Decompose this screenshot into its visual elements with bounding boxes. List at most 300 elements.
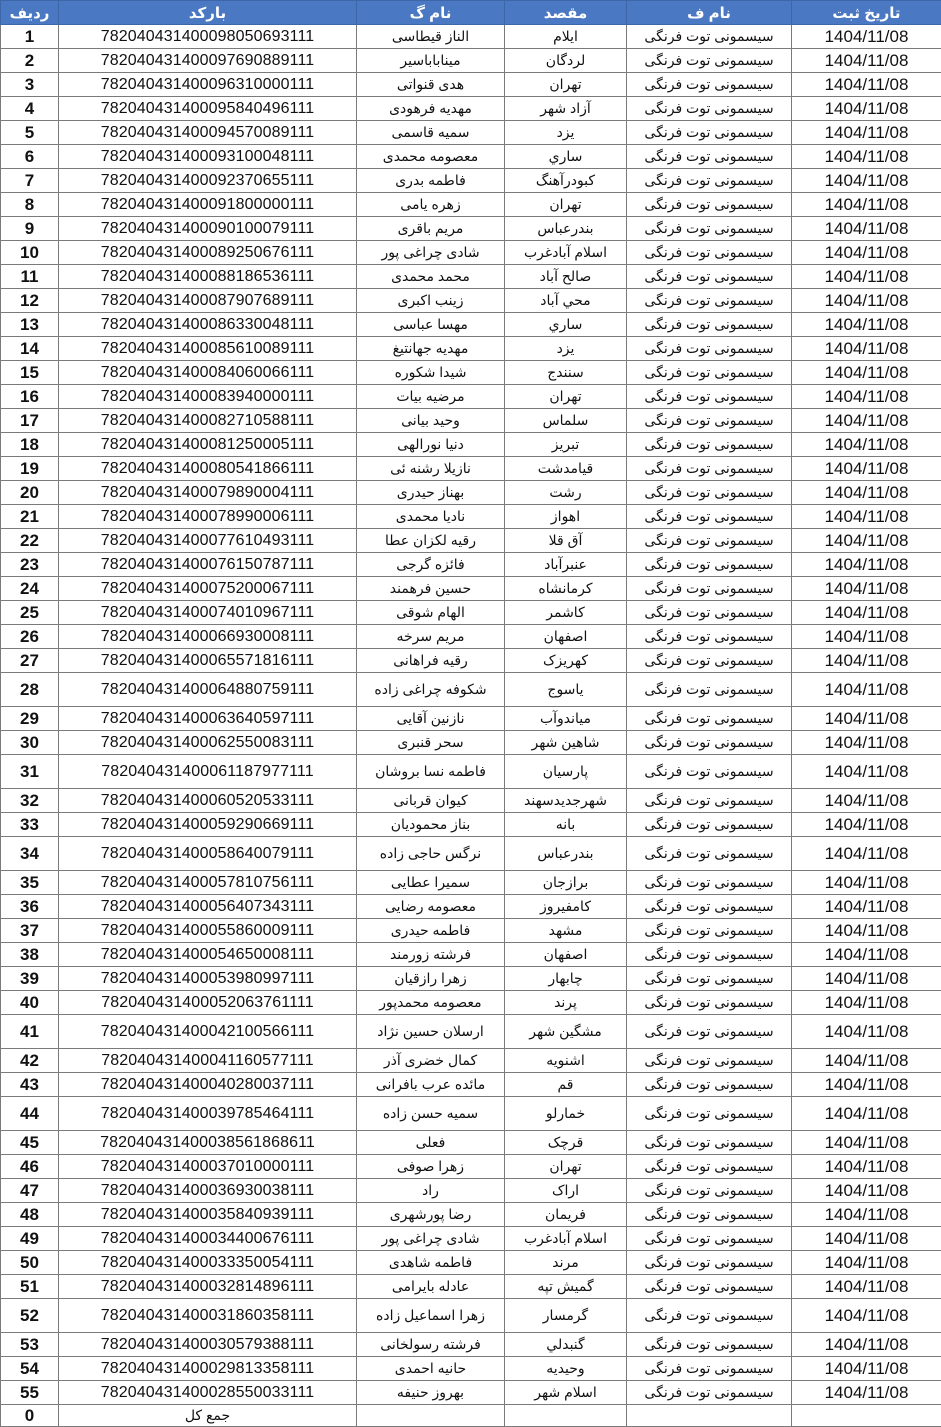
destination-cell: اشنویه xyxy=(505,1049,627,1073)
destination-cell: سنندج xyxy=(505,361,627,385)
destination-cell: گمیش تپه xyxy=(505,1275,627,1299)
destination-cell: اهواز xyxy=(505,505,627,529)
destination-cell: محي آباد xyxy=(505,289,627,313)
recipient-name-cell: مریم باقری xyxy=(357,217,505,241)
barcode-cell: 782040431400033350054111 xyxy=(59,1251,357,1275)
sender-name-cell: سیسمونی توت فرنگی xyxy=(627,217,792,241)
row-number: 50 xyxy=(1,1251,59,1275)
table-row xyxy=(1,1155,941,1179)
sender-name-cell: سیسمونی توت فرنگی xyxy=(627,943,792,967)
destination-cell: تهران xyxy=(505,1155,627,1179)
recipient-name-cell: سمیه قاسمی xyxy=(357,121,505,145)
sender-name-cell: سیسمونی توت فرنگی xyxy=(627,553,792,577)
table-row xyxy=(1,1131,941,1155)
registration-date-cell: 1404/11/08 xyxy=(792,505,941,529)
registration-date-cell: 1404/11/08 xyxy=(792,121,941,145)
sender-name-cell: سیسمونی توت فرنگی xyxy=(627,529,792,553)
sender-name-cell: سیسمونی توت فرنگی xyxy=(627,25,792,49)
table-row xyxy=(1,289,941,313)
barcode-cell: 782040431400094570089111 xyxy=(59,121,357,145)
row-number: 52 xyxy=(1,1299,59,1333)
sender-name-cell: سیسمونی توت فرنگی xyxy=(627,1381,792,1405)
registration-date-cell: 1404/11/08 xyxy=(792,789,941,813)
footer-row xyxy=(1,1405,941,1427)
barcode-cell: 782040431400085610089111 xyxy=(59,337,357,361)
table-row xyxy=(1,169,941,193)
destination-cell: ساري xyxy=(505,313,627,337)
footer-empty-cell xyxy=(505,1405,627,1427)
destination-cell: پارسیان xyxy=(505,755,627,789)
row-number: 6 xyxy=(1,145,59,169)
sender-name-cell: سیسمونی توت فرنگی xyxy=(627,1275,792,1299)
barcode-cell: 782040431400062550083111 xyxy=(59,731,357,755)
barcode-cell: 782040431400038561868611 xyxy=(59,1131,357,1155)
row-number: 30 xyxy=(1,731,59,755)
table-row xyxy=(1,1073,941,1097)
table-row xyxy=(1,409,941,433)
registration-date-cell: 1404/11/08 xyxy=(792,73,941,97)
recipient-name-cell: سمیه حسن زاده xyxy=(357,1097,505,1131)
footer-empty-cell xyxy=(627,1405,792,1427)
recipient-name-cell: فائزه گرجی xyxy=(357,553,505,577)
recipient-name-cell: فاطمه نسا بروشان xyxy=(357,755,505,789)
barcode-cell: 782040431400058640079111 xyxy=(59,837,357,871)
registration-date-cell: 1404/11/08 xyxy=(792,217,941,241)
destination-cell: اسلام آبادغرب xyxy=(505,1227,627,1251)
registration-date-cell: 1404/11/08 xyxy=(792,1357,941,1381)
recipient-name-cell: شیدا شکوره xyxy=(357,361,505,385)
destination-cell: تهران xyxy=(505,73,627,97)
registration-date-cell: 1404/11/08 xyxy=(792,967,941,991)
table-row xyxy=(1,337,941,361)
destination-cell: پرند xyxy=(505,991,627,1015)
recipient-name-cell: نازیلا رشنه ئی xyxy=(357,457,505,481)
recipient-name-cell: زینب اکبری xyxy=(357,289,505,313)
recipient-name-cell: بهناز حیدری xyxy=(357,481,505,505)
row-number: 10 xyxy=(1,241,59,265)
table-row xyxy=(1,505,941,529)
row-number: 42 xyxy=(1,1049,59,1073)
table-row xyxy=(1,813,941,837)
recipient-name-cell: بهروز حنیفه xyxy=(357,1381,505,1405)
registration-date-cell: 1404/11/08 xyxy=(792,755,941,789)
sender-name-cell: سیسمونی توت فرنگی xyxy=(627,577,792,601)
footer-count: 0 xyxy=(1,1405,59,1427)
destination-cell: قیامدشت xyxy=(505,457,627,481)
table-row xyxy=(1,1097,941,1131)
table-row xyxy=(1,1227,941,1251)
barcode-cell: 782040431400064880759111 xyxy=(59,673,357,707)
recipient-name-cell: فعلی xyxy=(357,1131,505,1155)
barcode-cell: 782040431400087907689111 xyxy=(59,289,357,313)
barcode-cell: 782040431400078990006111 xyxy=(59,505,357,529)
recipient-name-cell: معصومه رضایی xyxy=(357,895,505,919)
registration-date-cell: 1404/11/08 xyxy=(792,313,941,337)
destination-cell: وحیدیه xyxy=(505,1357,627,1381)
recipient-name-cell: زهرا اسماعیل زاده xyxy=(357,1299,505,1333)
barcode-cell: 782040431400098050693111 xyxy=(59,25,357,49)
recipient-name-cell: شادی چراغی پور xyxy=(357,241,505,265)
sender-name-cell: سیسمونی توت فرنگی xyxy=(627,313,792,337)
table-row xyxy=(1,385,941,409)
registration-date-cell: 1404/11/08 xyxy=(792,265,941,289)
recipient-name-cell: زهرا رازقیان xyxy=(357,967,505,991)
table-row xyxy=(1,1015,941,1049)
row-number: 31 xyxy=(1,755,59,789)
registration-date-cell: 1404/11/08 xyxy=(792,1015,941,1049)
sender-name-cell: سیسمونی توت فرنگی xyxy=(627,707,792,731)
table-row xyxy=(1,265,941,289)
recipient-name-cell: نازنین آقایی xyxy=(357,707,505,731)
sender-name-cell: سیسمونی توت فرنگی xyxy=(627,1227,792,1251)
registration-date-cell: 1404/11/08 xyxy=(792,385,941,409)
table-row xyxy=(1,1251,941,1275)
sender-name-cell: سیسمونی توت فرنگی xyxy=(627,919,792,943)
recipient-name-cell: شکوفه چراغی زاده xyxy=(357,673,505,707)
destination-cell: اسلام شهر xyxy=(505,1381,627,1405)
barcode-cell: 782040431400065571816111 xyxy=(59,649,357,673)
registration-date-cell: 1404/11/08 xyxy=(792,1251,941,1275)
barcode-cell: 782040431400095840496111 xyxy=(59,97,357,121)
barcode-cell: 782040431400028550033111 xyxy=(59,1381,357,1405)
recipient-name-cell: فاطمه شاهدی xyxy=(357,1251,505,1275)
registration-date-cell: 1404/11/08 xyxy=(792,25,941,49)
barcode-cell: 782040431400091800000111 xyxy=(59,193,357,217)
row-number: 45 xyxy=(1,1131,59,1155)
destination-cell: شهرجدیدسهند xyxy=(505,789,627,813)
recipient-name-cell: عادله بایرامی xyxy=(357,1275,505,1299)
barcode-cell: 782040431400093100048111 xyxy=(59,145,357,169)
row-number: 46 xyxy=(1,1155,59,1179)
sender-name-cell: سیسمونی توت فرنگی xyxy=(627,731,792,755)
row-number: 7 xyxy=(1,169,59,193)
table-row xyxy=(1,577,941,601)
sender-name-cell: سیسمونی توت فرنگی xyxy=(627,385,792,409)
row-number: 36 xyxy=(1,895,59,919)
recipient-name-cell: ارسلان حسین نژاد xyxy=(357,1015,505,1049)
barcode-cell: 782040431400081250005111 xyxy=(59,433,357,457)
registration-date-cell: 1404/11/08 xyxy=(792,601,941,625)
row-number: 9 xyxy=(1,217,59,241)
row-number: 48 xyxy=(1,1203,59,1227)
barcode-cell: 782040431400034400676111 xyxy=(59,1227,357,1251)
row-number: 40 xyxy=(1,991,59,1015)
destination-cell: برازجان xyxy=(505,871,627,895)
table-row xyxy=(1,1381,941,1405)
sender-name-cell: سیسمونی توت فرنگی xyxy=(627,145,792,169)
registration-date-cell: 1404/11/08 xyxy=(792,1073,941,1097)
row-number: 34 xyxy=(1,837,59,871)
sender-name-cell: سیسمونی توت فرنگی xyxy=(627,601,792,625)
registration-date-cell: 1404/11/08 xyxy=(792,97,941,121)
table-row xyxy=(1,1357,941,1381)
sender-name-cell: سیسمونی توت فرنگی xyxy=(627,755,792,789)
destination-cell: گرمسار xyxy=(505,1299,627,1333)
table-row xyxy=(1,313,941,337)
header-recipient-name: نام گ xyxy=(357,1,505,25)
recipient-name-cell: الناز قیطاسی xyxy=(357,25,505,49)
recipient-name-cell: هدی قنواتی xyxy=(357,73,505,97)
registration-date-cell: 1404/11/08 xyxy=(792,241,941,265)
sender-name-cell: سیسمونی توت فرنگی xyxy=(627,837,792,871)
destination-cell: قرچک xyxy=(505,1131,627,1155)
row-number: 15 xyxy=(1,361,59,385)
row-number: 53 xyxy=(1,1333,59,1357)
table-row xyxy=(1,1299,941,1333)
recipient-name-cell: دنیا نورالهی xyxy=(357,433,505,457)
registration-date-cell: 1404/11/08 xyxy=(792,1203,941,1227)
table-row xyxy=(1,1049,941,1073)
destination-cell: کهریزک xyxy=(505,649,627,673)
table-row xyxy=(1,755,941,789)
header-row xyxy=(1,1,941,25)
row-number: 1 xyxy=(1,25,59,49)
sender-name-cell: سیسمونی توت فرنگی xyxy=(627,789,792,813)
table-row xyxy=(1,145,941,169)
recipient-name-cell: مرضیه بیات xyxy=(357,385,505,409)
table-row xyxy=(1,789,941,813)
destination-cell: رشت xyxy=(505,481,627,505)
table-row xyxy=(1,707,941,731)
barcode-cell: 782040431400059290669111 xyxy=(59,813,357,837)
destination-cell: عنبرآباد xyxy=(505,553,627,577)
destination-cell: مرند xyxy=(505,1251,627,1275)
barcode-cell: 782040431400035840939111 xyxy=(59,1203,357,1227)
row-number: 4 xyxy=(1,97,59,121)
table-row xyxy=(1,1333,941,1357)
table-row xyxy=(1,553,941,577)
sender-name-cell: سیسمونی توت فرنگی xyxy=(627,409,792,433)
destination-cell: مشهد xyxy=(505,919,627,943)
row-number: 20 xyxy=(1,481,59,505)
barcode-cell: 782040431400088186536111 xyxy=(59,265,357,289)
sender-name-cell: سیسمونی توت فرنگی xyxy=(627,649,792,673)
table-row xyxy=(1,97,941,121)
registration-date-cell: 1404/11/08 xyxy=(792,731,941,755)
barcode-cell: 782040431400061187977111 xyxy=(59,755,357,789)
destination-cell: ساري xyxy=(505,145,627,169)
table-row xyxy=(1,1275,941,1299)
registration-date-cell: 1404/11/08 xyxy=(792,577,941,601)
barcode-cell: 782040431400083940000111 xyxy=(59,385,357,409)
registration-date-cell: 1404/11/08 xyxy=(792,457,941,481)
row-number: 32 xyxy=(1,789,59,813)
table-row xyxy=(1,121,941,145)
barcode-cell: 782040431400029813358111 xyxy=(59,1357,357,1381)
barcode-cell: 782040431400097690889111 xyxy=(59,49,357,73)
destination-cell: ایلام xyxy=(505,25,627,49)
header-row-number: ردیف xyxy=(1,1,59,25)
row-number: 14 xyxy=(1,337,59,361)
row-number: 19 xyxy=(1,457,59,481)
recipient-name-cell: الهام شوقی xyxy=(357,601,505,625)
registration-date-cell: 1404/11/08 xyxy=(792,943,941,967)
table-row xyxy=(1,991,941,1015)
table-row xyxy=(1,241,941,265)
row-number: 33 xyxy=(1,813,59,837)
recipient-name-cell: معصومه محمدی xyxy=(357,145,505,169)
registration-date-cell: 1404/11/08 xyxy=(792,1049,941,1073)
sender-name-cell: سیسمونی توت فرنگی xyxy=(627,967,792,991)
registration-date-cell: 1404/11/08 xyxy=(792,337,941,361)
destination-cell: مشگین شهر xyxy=(505,1015,627,1049)
recipient-name-cell: شادی چراغی پور xyxy=(357,1227,505,1251)
table-row xyxy=(1,919,941,943)
registration-date-cell: 1404/11/08 xyxy=(792,361,941,385)
sender-name-cell: سیسمونی توت فرنگی xyxy=(627,289,792,313)
registration-date-cell: 1404/11/08 xyxy=(792,707,941,731)
table-row xyxy=(1,871,941,895)
barcode-cell: 782040431400089250676111 xyxy=(59,241,357,265)
row-number: 43 xyxy=(1,1073,59,1097)
registration-date-cell: 1404/11/08 xyxy=(792,1179,941,1203)
registration-date-cell: 1404/11/08 xyxy=(792,169,941,193)
sender-name-cell: سیسمونی توت فرنگی xyxy=(627,1049,792,1073)
barcode-cell: 782040431400075200067111 xyxy=(59,577,357,601)
registration-date-cell: 1404/11/08 xyxy=(792,193,941,217)
barcode-cell: 782040431400037010000111 xyxy=(59,1155,357,1179)
recipient-name-cell: مهدیه جهانتیغ xyxy=(357,337,505,361)
sender-name-cell: سیسمونی توت فرنگی xyxy=(627,361,792,385)
registration-date-cell: 1404/11/08 xyxy=(792,991,941,1015)
recipient-name-cell: زهرا صوفی xyxy=(357,1155,505,1179)
table-row xyxy=(1,433,941,457)
barcode-cell: 782040431400052063761111 xyxy=(59,991,357,1015)
row-number: 55 xyxy=(1,1381,59,1405)
destination-cell: خمارلو xyxy=(505,1097,627,1131)
registration-date-cell: 1404/11/08 xyxy=(792,1227,941,1251)
registration-date-cell: 1404/11/08 xyxy=(792,433,941,457)
recipient-name-cell: وحید بیانی xyxy=(357,409,505,433)
sender-name-cell: سیسمونی توت فرنگی xyxy=(627,625,792,649)
table-row xyxy=(1,25,941,49)
row-number: 18 xyxy=(1,433,59,457)
recipient-name-cell: بناز محمودیان xyxy=(357,813,505,837)
barcode-cell: 782040431400076150787111 xyxy=(59,553,357,577)
row-number: 12 xyxy=(1,289,59,313)
recipient-name-cell: حانیه احمدی xyxy=(357,1357,505,1381)
recipient-name-cell: نادیا محمدی xyxy=(357,505,505,529)
recipient-name-cell: فاطمه حیدری xyxy=(357,919,505,943)
barcode-cell: 782040431400084060066111 xyxy=(59,361,357,385)
destination-cell: شاهین شهر xyxy=(505,731,627,755)
sender-name-cell: سیسمونی توت فرنگی xyxy=(627,193,792,217)
sender-name-cell: سیسمونی توت فرنگی xyxy=(627,1131,792,1155)
recipient-name-cell: رضا پورشهری xyxy=(357,1203,505,1227)
table-row xyxy=(1,529,941,553)
recipient-name-cell: مریم سرخه xyxy=(357,625,505,649)
registration-date-cell: 1404/11/08 xyxy=(792,1131,941,1155)
destination-cell: یاسوج xyxy=(505,673,627,707)
table-row xyxy=(1,193,941,217)
sender-name-cell: سیسمونی توت فرنگی xyxy=(627,457,792,481)
destination-cell: اراک xyxy=(505,1179,627,1203)
row-number: 17 xyxy=(1,409,59,433)
barcode-cell: 782040431400041160577111 xyxy=(59,1049,357,1073)
registration-date-cell: 1404/11/08 xyxy=(792,649,941,673)
sender-name-cell: سیسمونی توت فرنگی xyxy=(627,1155,792,1179)
recipient-name-cell: محمد محمدی xyxy=(357,265,505,289)
recipient-name-cell: معصومه محمدپور xyxy=(357,991,505,1015)
barcode-cell: 782040431400092370655111 xyxy=(59,169,357,193)
row-number: 3 xyxy=(1,73,59,97)
sender-name-cell: سیسمونی توت فرنگی xyxy=(627,1015,792,1049)
row-number: 27 xyxy=(1,649,59,673)
sender-name-cell: سیسمونی توت فرنگی xyxy=(627,1203,792,1227)
destination-cell: چابهار xyxy=(505,967,627,991)
row-number: 54 xyxy=(1,1357,59,1381)
destination-cell: تهران xyxy=(505,385,627,409)
barcode-cell: 782040431400030579388111 xyxy=(59,1333,357,1357)
row-number: 51 xyxy=(1,1275,59,1299)
destination-cell: قم xyxy=(505,1073,627,1097)
row-number: 22 xyxy=(1,529,59,553)
row-number: 21 xyxy=(1,505,59,529)
destination-cell: فریمان xyxy=(505,1203,627,1227)
footer-empty-cell xyxy=(357,1405,505,1427)
header-barcode: بارکد xyxy=(59,1,357,25)
recipient-name-cell: کیوان قربانی xyxy=(357,789,505,813)
registration-date-cell: 1404/11/08 xyxy=(792,1333,941,1357)
destination-cell: آزاد شهر xyxy=(505,97,627,121)
barcode-cell: 782040431400032814896111 xyxy=(59,1275,357,1299)
header-registration-date: تاریخ ثبت xyxy=(792,1,941,25)
barcode-cell: 782040431400040280037111 xyxy=(59,1073,357,1097)
row-number: 2 xyxy=(1,49,59,73)
row-number: 8 xyxy=(1,193,59,217)
destination-cell: آق قلا xyxy=(505,529,627,553)
barcode-cell: 782040431400080541866111 xyxy=(59,457,357,481)
sender-name-cell: سیسمونی توت فرنگی xyxy=(627,991,792,1015)
sender-name-cell: سیسمونی توت فرنگی xyxy=(627,871,792,895)
sender-name-cell: سیسمونی توت فرنگی xyxy=(627,121,792,145)
table-row xyxy=(1,673,941,707)
sender-name-cell: سیسمونی توت فرنگی xyxy=(627,241,792,265)
barcode-cell: 782040431400036930038111 xyxy=(59,1179,357,1203)
table-row xyxy=(1,731,941,755)
destination-cell: صالح آباد xyxy=(505,265,627,289)
registration-date-cell: 1404/11/08 xyxy=(792,813,941,837)
row-number: 29 xyxy=(1,707,59,731)
row-number: 5 xyxy=(1,121,59,145)
registration-date-cell: 1404/11/08 xyxy=(792,289,941,313)
destination-cell: تهران xyxy=(505,193,627,217)
destination-cell: بانه xyxy=(505,813,627,837)
registration-date-cell: 1404/11/08 xyxy=(792,1381,941,1405)
row-number: 38 xyxy=(1,943,59,967)
row-number: 26 xyxy=(1,625,59,649)
destination-cell: اصفهان xyxy=(505,625,627,649)
barcode-cell: 782040431400054650008111 xyxy=(59,943,357,967)
table-row xyxy=(1,49,941,73)
row-number: 49 xyxy=(1,1227,59,1251)
sender-name-cell: سیسمونی توت فرنگی xyxy=(627,49,792,73)
destination-cell: کبودرآهنگ xyxy=(505,169,627,193)
destination-cell: سلماس xyxy=(505,409,627,433)
sender-name-cell: سیسمونی توت فرنگی xyxy=(627,265,792,289)
sender-name-cell: سیسمونی توت فرنگی xyxy=(627,813,792,837)
recipient-name-cell: نرگس حاجی زاده xyxy=(357,837,505,871)
barcode-cell: 782040431400077610493111 xyxy=(59,529,357,553)
row-number: 25 xyxy=(1,601,59,625)
sender-name-cell: سیسمونی توت فرنگی xyxy=(627,481,792,505)
barcode-cell: 782040431400079890004111 xyxy=(59,481,357,505)
row-number: 16 xyxy=(1,385,59,409)
registration-date-cell: 1404/11/08 xyxy=(792,837,941,871)
barcode-cell: 782040431400039785464111 xyxy=(59,1097,357,1131)
recipient-name-cell: زهره یامی xyxy=(357,193,505,217)
row-number: 44 xyxy=(1,1097,59,1131)
